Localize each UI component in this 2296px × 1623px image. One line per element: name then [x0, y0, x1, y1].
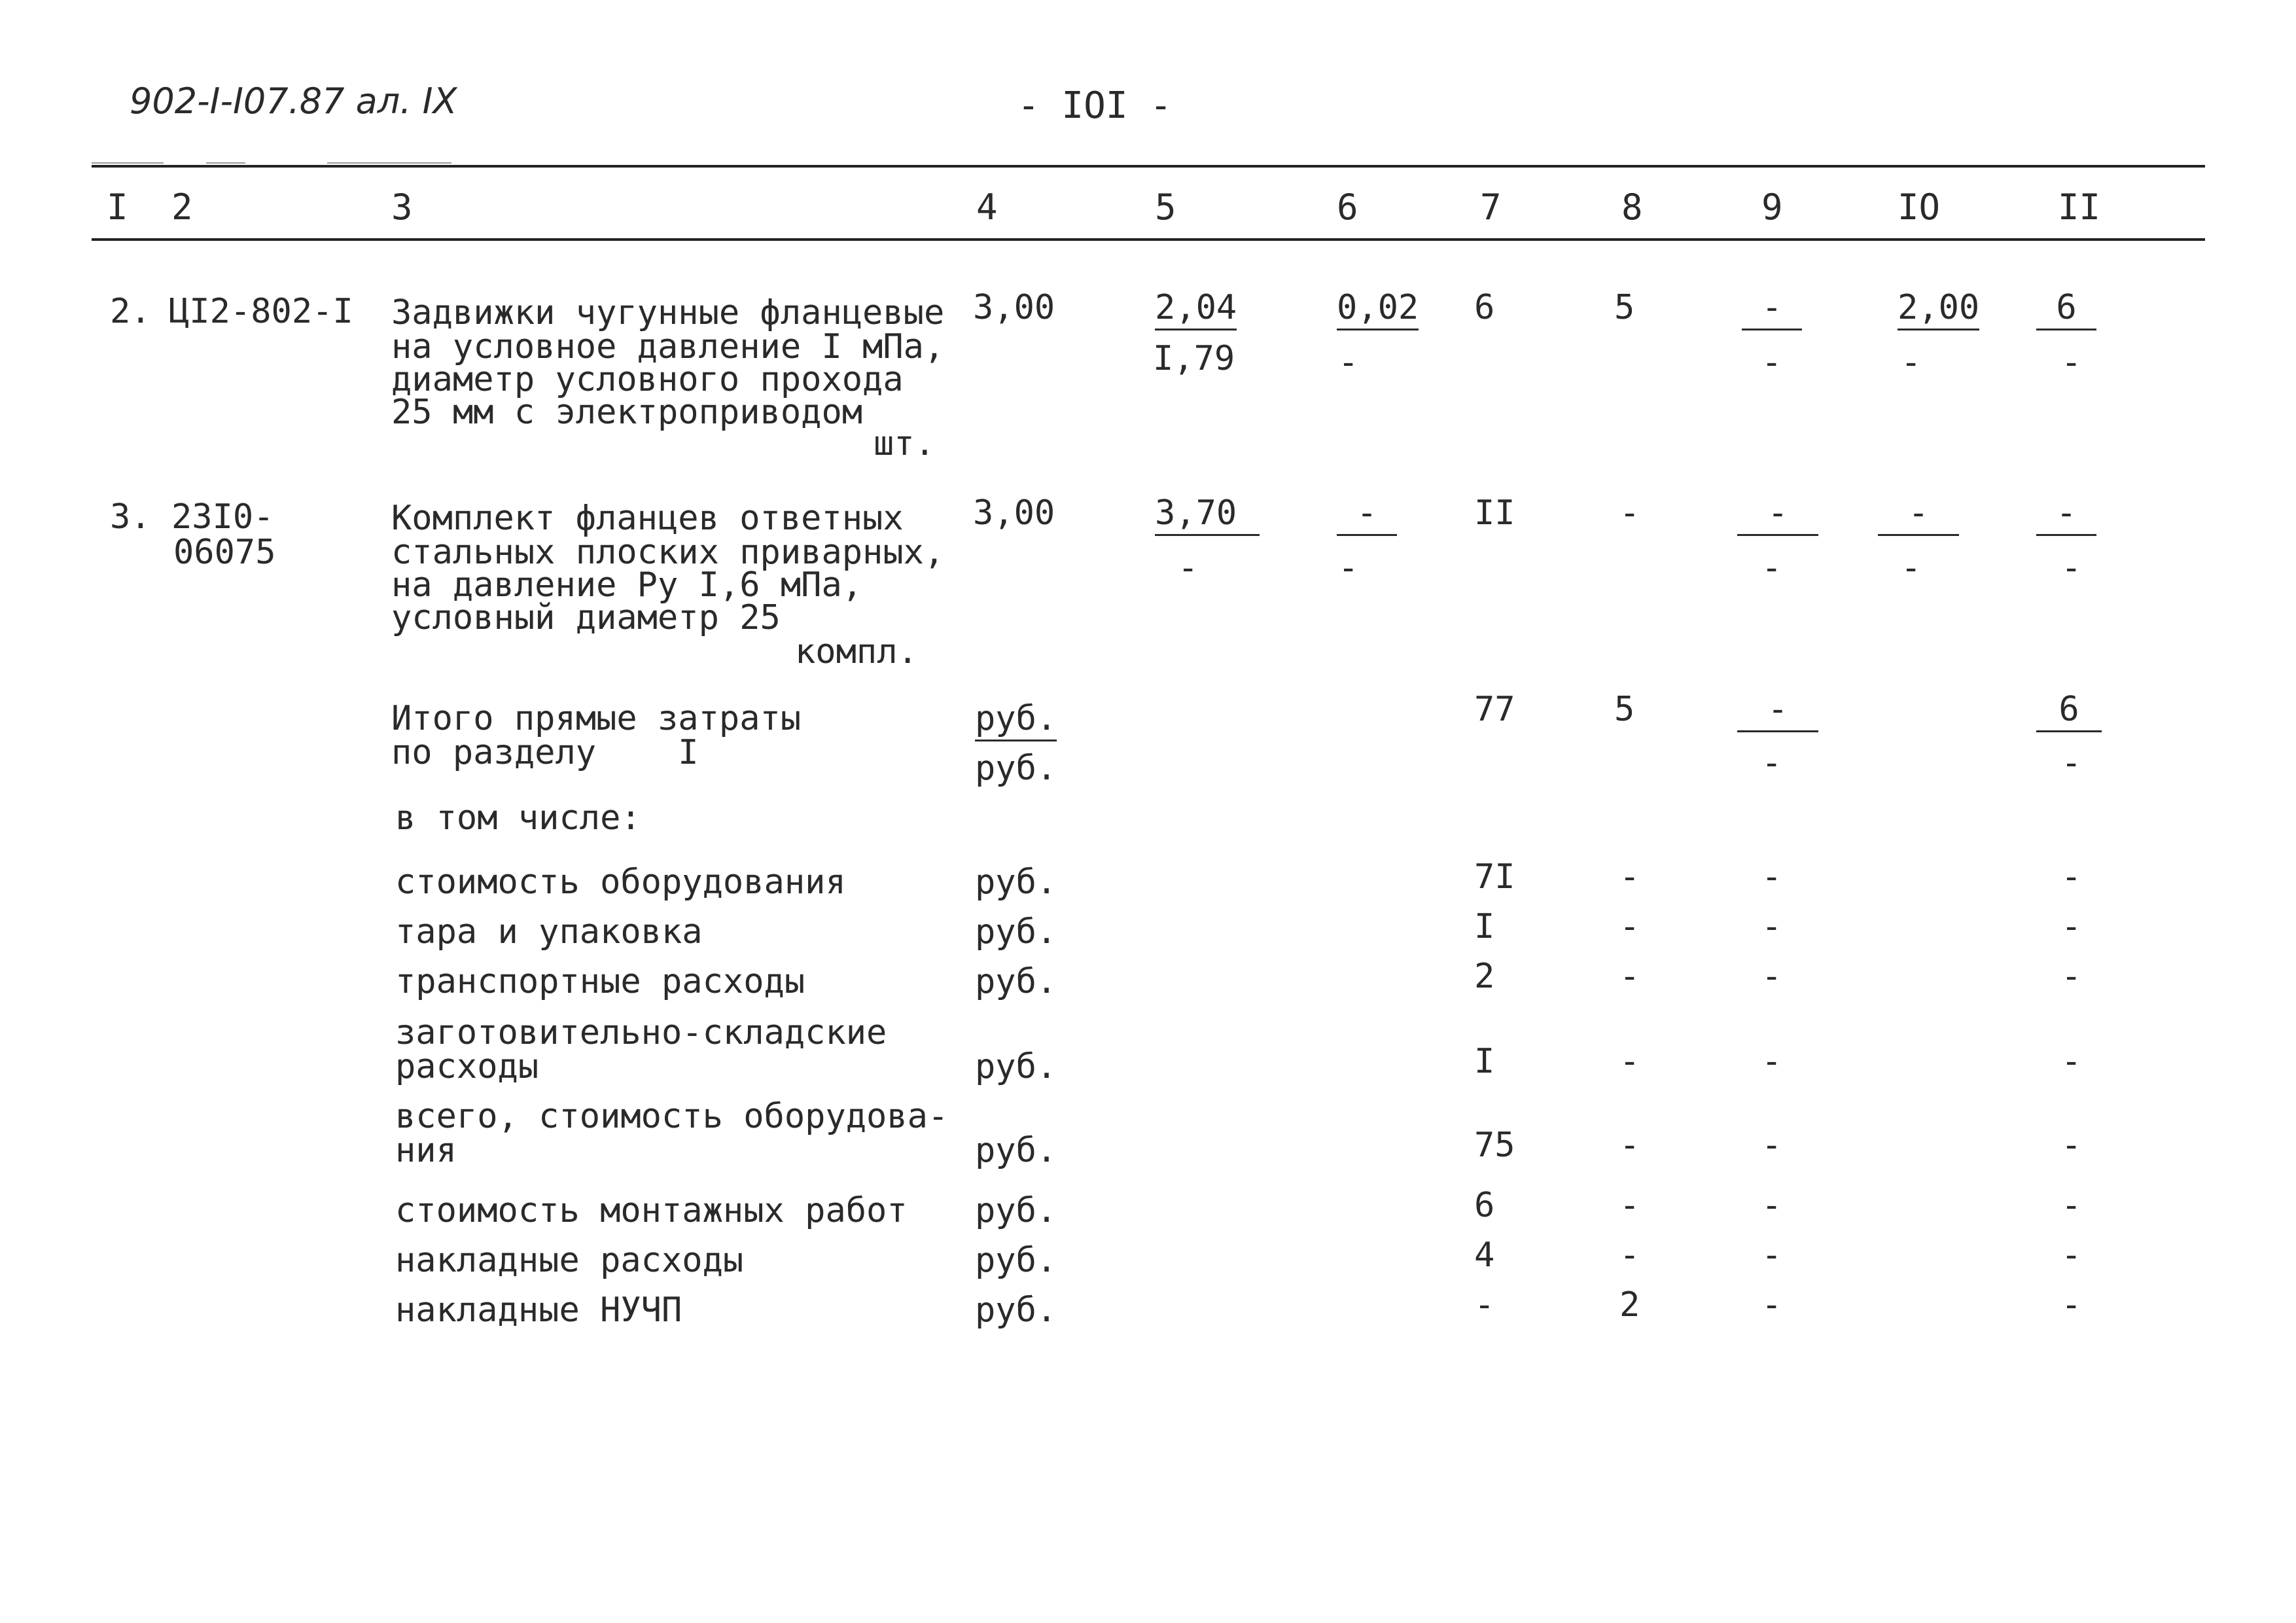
breakdown-col8: -	[1619, 1126, 1640, 1165]
cell-col10-top: -	[1878, 496, 1959, 536]
cell-col5-top: 3,70	[1155, 496, 1260, 536]
cell-col10-bottom: -	[1901, 343, 1922, 382]
cell-col9-top: -	[1742, 291, 1802, 330]
breakdown-unit: руб.	[975, 1191, 1057, 1230]
breakdown-label-line: накладные НУЧП	[395, 1291, 682, 1330]
breakdown-label-line: стоимость монтажных работ	[395, 1191, 908, 1230]
column-header-10: IO	[1898, 187, 1941, 228]
breakdown-col9: -	[1761, 907, 1782, 946]
row-description-line: на давление Ру I,6 мПа,	[391, 565, 863, 605]
total-col9-bottom: -	[1761, 743, 1782, 783]
cell-col11-bottom: -	[2061, 548, 2082, 588]
column-header-8: 8	[1621, 187, 1643, 228]
total-col11-top: 6	[2036, 692, 2102, 732]
breakdown-col8: -	[1619, 1042, 1640, 1081]
breakdown-label-line: тара и упаковка	[395, 912, 703, 952]
breakdown-col9: -	[1761, 1236, 1782, 1275]
breakdown-col9: -	[1761, 1285, 1782, 1325]
breakdown-col11: -	[2061, 957, 2082, 996]
column-header-9: 9	[1761, 187, 1783, 228]
total-col8: 5	[1614, 690, 1635, 729]
row-code: ЦI2-802-I	[169, 292, 353, 331]
cell-col11-bottom: -	[2061, 343, 2082, 382]
cell-col6-bottom: -	[1338, 548, 1359, 588]
faint-rule	[206, 162, 245, 164]
breakdown-col9: -	[1761, 1042, 1782, 1081]
breakdown-unit: руб.	[975, 1047, 1057, 1086]
breakdown-col8: -	[1619, 1186, 1640, 1225]
column-header-6: 6	[1337, 187, 1358, 228]
breakdown-col11: -	[2061, 907, 2082, 946]
column-header-7: 7	[1480, 187, 1502, 228]
breakdown-col7: 75	[1474, 1126, 1515, 1165]
cell-col6-top: -	[1337, 496, 1397, 536]
page-number: - IOI -	[1017, 84, 1173, 127]
breakdown-label-line: стоимость оборудования	[395, 863, 846, 902]
total-col7: 77	[1474, 690, 1515, 729]
table-top-rule	[92, 165, 2205, 168]
breakdown-col8: -	[1619, 957, 1640, 996]
breakdown-unit: руб.	[975, 962, 1057, 1001]
breakdown-unit: руб.	[975, 1131, 1057, 1170]
row-description-line: Комплект фланцев ответных	[391, 499, 904, 538]
breakdown-col11: -	[2061, 1126, 2082, 1165]
total-label-line: Итого прямые затраты	[391, 699, 802, 738]
column-header-11: II	[2058, 187, 2101, 228]
row-description-line: диаметр условного прохода	[391, 360, 904, 399]
column-header-5: 5	[1155, 187, 1176, 228]
breakdown-col7: 4	[1474, 1236, 1495, 1275]
column-header-2: 2	[171, 187, 193, 228]
breakdown-col11: -	[2061, 1285, 2082, 1325]
table-header-rule	[92, 238, 2205, 241]
breakdown-col8: -	[1619, 1236, 1640, 1275]
cell-col7: 6	[1474, 288, 1495, 327]
row-description-line: стальных плоских приварных,	[391, 533, 945, 572]
breakdown-col11: -	[2061, 1236, 2082, 1275]
breakdown-label-line: расходы	[395, 1047, 539, 1086]
row-number: 2.	[110, 292, 151, 331]
breakdown-col9: -	[1761, 957, 1782, 996]
cell-col9-bottom: -	[1761, 548, 1782, 588]
breakdown-col7: 2	[1474, 957, 1495, 996]
row-description-line: условный диаметр 25	[391, 598, 781, 637]
cell-col8: -	[1619, 493, 1640, 533]
total-unit-bottom: руб.	[975, 749, 1057, 788]
column-header-1: I	[107, 187, 128, 228]
breakdown-col9: -	[1761, 1126, 1782, 1165]
breakdown-unit: руб.	[975, 863, 1057, 902]
cell-col6-top: 0,02	[1337, 291, 1419, 330]
breakdown-label-line: ния	[395, 1131, 457, 1170]
row-code-line: 23I0-	[171, 497, 274, 537]
total-label-line: по разделу I	[391, 733, 699, 772]
cell-col4: 3,00	[973, 493, 1055, 533]
breakdown-unit: руб.	[975, 912, 1057, 952]
breakdown-label-line: заготовительно-складские	[395, 1013, 887, 1052]
cell-col4: 3,00	[973, 288, 1055, 327]
breakdown-col7: 7I	[1474, 857, 1515, 897]
breakdown-col7: 6	[1474, 1186, 1495, 1225]
cell-col5-bottom: I,79	[1153, 339, 1235, 378]
faint-rule	[327, 162, 451, 164]
breakdown-col8: 2	[1619, 1285, 1640, 1325]
breakdown-unit: руб.	[975, 1291, 1057, 1330]
cell-col9-bottom: -	[1761, 343, 1782, 382]
row-unit: компл.	[795, 632, 918, 671]
breakdown-col9: -	[1761, 1186, 1782, 1225]
breakdown-label-line: накладные расходы	[395, 1241, 744, 1280]
breakdown-col9: -	[1761, 857, 1782, 897]
breakdown-col7: I	[1474, 1042, 1495, 1081]
cell-col6-bottom: -	[1338, 343, 1359, 382]
breakdown-col8: -	[1619, 857, 1640, 897]
breakdown-col11: -	[2061, 857, 2082, 897]
cell-col5-top: 2,04	[1155, 291, 1237, 330]
column-header-4: 4	[976, 187, 998, 228]
row-description-line: Задвижки чугунные фланцевые	[391, 293, 945, 332]
total-unit-top: руб.	[975, 702, 1057, 741]
including-label: в том числе:	[395, 798, 641, 838]
cell-col5-bottom: -	[1178, 548, 1199, 588]
cell-col11-top: -	[2036, 496, 2096, 536]
breakdown-col8: -	[1619, 907, 1640, 946]
breakdown-label-line: транспортные расходы	[395, 962, 805, 1001]
cell-col11-top: 6	[2036, 291, 2096, 330]
column-header-3: 3	[391, 187, 413, 228]
cell-col10-bottom: -	[1901, 548, 1922, 588]
row-number: 3.	[110, 497, 151, 537]
total-col11-bottom: -	[2061, 743, 2082, 783]
faint-rule	[92, 162, 164, 164]
breakdown-col11: -	[2061, 1186, 2082, 1225]
breakdown-label-line: всего, стоимость оборудова-	[395, 1097, 949, 1136]
breakdown-col7: I	[1474, 907, 1495, 946]
breakdown-col11: -	[2061, 1042, 2082, 1081]
row-code-line: 06075	[173, 533, 276, 572]
row-unit: шт.	[874, 424, 935, 463]
cell-col7: II	[1474, 493, 1515, 533]
document-code: 902-I-I07.87 ал. IX	[130, 80, 457, 122]
total-col9-top: -	[1737, 692, 1818, 732]
cell-col8: 5	[1614, 288, 1635, 327]
breakdown-col7: -	[1474, 1285, 1495, 1325]
cell-col10-top: 2,00	[1898, 291, 1979, 330]
breakdown-unit: руб.	[975, 1241, 1057, 1280]
cell-col9-top: -	[1737, 496, 1818, 536]
row-description-line: на условное давление I мПа,	[391, 327, 945, 366]
row-description-line: 25 мм с электроприводом	[391, 393, 863, 432]
